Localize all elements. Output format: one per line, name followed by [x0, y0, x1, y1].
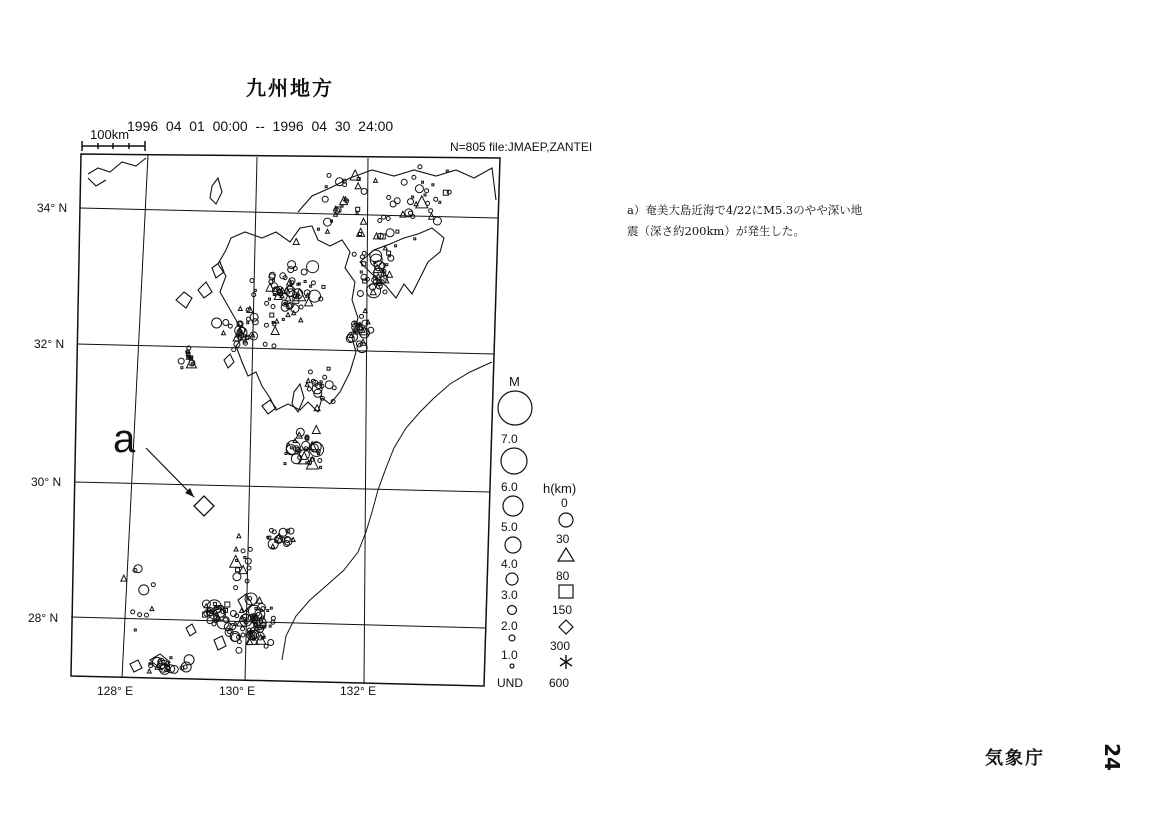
epicenter-intermediate	[291, 538, 295, 542]
epicenter-shallow	[301, 269, 307, 275]
depth-legend-title: h(km)	[543, 481, 577, 496]
epicenter-deep	[254, 289, 256, 291]
epicenter-shallow	[234, 586, 238, 590]
epicenter-shallow	[327, 173, 331, 177]
epicenter-deep	[304, 281, 306, 283]
epicenter-shallow	[241, 549, 245, 553]
mag-label-3: 3.0	[501, 588, 518, 602]
epicenter-shallow	[139, 585, 149, 595]
epicenter-intermediate	[375, 274, 381, 280]
epicenter-shallow	[386, 229, 394, 237]
epicenter-deep	[270, 313, 274, 317]
shikoku-coastline	[360, 228, 444, 298]
epicenter-shallow	[383, 290, 387, 294]
epicenter-shallow	[271, 616, 275, 620]
epicenter-deep	[285, 453, 287, 455]
epicenter-shallow	[361, 188, 367, 194]
mag-label-2: 2.0	[501, 619, 518, 633]
epicenter-deep	[386, 264, 388, 266]
epicenter-deep	[270, 607, 272, 609]
epicenter-shallow	[360, 314, 364, 318]
epicenter-deep	[236, 560, 238, 562]
mag-symbol-4	[505, 537, 521, 553]
epicenter-shallow	[263, 342, 267, 346]
epicenter-intermediate	[286, 313, 290, 317]
epicenter-deep	[412, 196, 414, 198]
epicenter-shallow	[247, 317, 251, 321]
epicenter-deep	[255, 608, 257, 610]
epicenter-shallow	[434, 197, 438, 201]
epicenter-shallow	[178, 358, 184, 364]
philippine-sea-trench	[282, 362, 492, 660]
epicenter-shallow	[433, 217, 441, 225]
epicenter-shallow	[151, 583, 155, 587]
epicenter-deep	[213, 602, 216, 605]
epicenter-shallow	[231, 633, 239, 641]
lon-label-128: 128° E	[97, 684, 134, 698]
epicenter-shallow	[250, 313, 258, 321]
epicenter-shallow	[272, 344, 276, 348]
lat-line-30	[74, 482, 490, 492]
tsushima-island	[210, 178, 222, 204]
epicenter-shallow	[286, 445, 296, 455]
epicenter-shallow	[362, 251, 366, 255]
epicenter-deep	[322, 285, 325, 288]
yakushima-tanegashima	[262, 384, 304, 414]
epicenter-shallow	[265, 301, 269, 305]
epicenters	[121, 165, 451, 675]
depth-symbol-triangle	[558, 548, 574, 561]
annotation-a-label: a	[113, 417, 136, 461]
epicenter-shallow	[394, 198, 400, 204]
epicenter-deep	[357, 178, 360, 181]
epicenter-shallow	[212, 622, 216, 626]
lat-line-28	[71, 617, 486, 628]
epicenter-shallow	[387, 196, 391, 200]
epicenter-shallow	[288, 267, 294, 273]
scale-bar	[82, 141, 145, 151]
epicenter-shallow	[332, 386, 336, 390]
map-title: 九州地方	[246, 76, 334, 100]
epicenter-intermediate	[293, 239, 299, 245]
mag-symbol-7	[498, 391, 532, 425]
epicenter-shallow	[228, 324, 232, 328]
epicenter-shallow	[425, 189, 429, 193]
epicenter-deep	[236, 568, 240, 572]
epicenter-shallow	[390, 201, 396, 207]
epicenter-intermediate	[238, 307, 242, 311]
epicenter-deep	[273, 323, 276, 326]
page-number: 24	[1099, 743, 1124, 771]
epicenter-shallow	[429, 209, 433, 213]
epicenter-deep	[439, 201, 441, 203]
epicenter-deep	[320, 381, 322, 383]
mag-label-6: 6.0	[501, 480, 518, 494]
epicenter-deep	[325, 186, 327, 188]
epicenter-deep	[170, 657, 172, 659]
magnitude-legend-title: M	[509, 374, 520, 389]
epicenter-shallow	[412, 175, 416, 179]
epicenter-shallow	[302, 441, 310, 449]
epicenter-shallow	[241, 627, 245, 631]
epicenter-deep	[244, 557, 246, 559]
epicenter-shallow	[415, 185, 423, 193]
epicenter-deep	[257, 629, 259, 631]
epicenter-shallow	[212, 318, 222, 328]
lon-label-132: 132° E	[340, 684, 377, 698]
epicenter-intermediate	[121, 575, 127, 581]
depth-legend	[543, 481, 576, 690]
depth-symbol-diamond	[559, 620, 573, 634]
featured-quake-diamond	[194, 496, 214, 516]
epicenter-deep	[290, 447, 292, 449]
epicenter-shallow	[264, 644, 268, 648]
epicenter-intermediate	[237, 534, 241, 538]
mag-label-5: 5.0	[501, 520, 518, 534]
epicenter-deep	[356, 207, 360, 211]
epicenter-intermediate	[147, 669, 151, 673]
epicenter-shallow	[311, 281, 315, 285]
epicenter-shallow	[378, 219, 382, 223]
mag-label-und: UND	[497, 676, 523, 690]
scale-label: 100km	[90, 127, 130, 142]
depth-label-30: 30	[556, 532, 570, 546]
mag-label-4: 4.0	[501, 557, 518, 571]
epicenter-shallow	[145, 613, 149, 617]
epicenter-deep	[327, 367, 330, 370]
epicenter-shallow	[323, 375, 327, 379]
epicenter-deep	[341, 205, 343, 207]
epicenter-intermediate	[150, 607, 154, 611]
epicenter-deep	[284, 463, 286, 465]
annotation-note	[627, 200, 927, 242]
epicenter-intermediate	[414, 202, 418, 206]
depth-symbol-asterisk	[560, 655, 572, 669]
epicenter-deep	[263, 625, 265, 627]
epicenter-deep	[269, 625, 271, 627]
epicenter-deep	[317, 228, 319, 230]
lat-line-32	[77, 344, 494, 354]
note-line-1: a）奄美大島近海で4/22にM5.3のやや深い地	[627, 203, 863, 217]
epicenter-intermediate	[234, 547, 238, 551]
mag-symbol-2	[508, 606, 517, 615]
epicenter-deep	[255, 624, 257, 626]
epicenter-intermediate	[312, 426, 320, 434]
epicenter-intermediate	[361, 218, 367, 224]
epicenter-deep	[269, 298, 271, 300]
mag-symbol-und	[510, 664, 514, 668]
epicenter-shallow	[271, 305, 275, 309]
goto-islands	[176, 262, 224, 308]
epicenter-shallow	[250, 279, 254, 283]
epicenter-shallow	[245, 558, 251, 564]
epicenter-deep	[360, 271, 362, 273]
mag-symbol-6	[501, 448, 527, 474]
epicenter-shallow	[230, 611, 236, 617]
epicenter-deep	[446, 170, 448, 172]
epicenter-shallow	[357, 291, 363, 297]
depth-symbol-circle	[559, 513, 573, 527]
epicenter-shallow	[401, 179, 407, 185]
epicenter-shallow	[408, 199, 414, 205]
epicenter-shallow	[426, 201, 430, 205]
epicenter-deep	[247, 322, 249, 324]
epicenter-deep	[424, 194, 426, 196]
epicenter-deep	[181, 367, 183, 369]
epicenter-intermediate	[271, 327, 279, 335]
korea-coast	[88, 158, 146, 186]
epicenter-intermediate	[374, 178, 378, 182]
coastlines	[88, 158, 496, 672]
epicenter-shallow	[307, 261, 319, 273]
lat-label-32: 32° N	[34, 337, 65, 351]
epicenter-deep	[134, 629, 136, 631]
depth-label-0: 0	[561, 496, 568, 510]
mag-symbol-1	[509, 635, 515, 641]
lon-label-130: 130° E	[219, 684, 256, 698]
epicenter-intermediate	[385, 279, 389, 283]
epicenter-deep	[273, 279, 275, 281]
count-file-label: N=805 file:JMAEP,ZANTEI	[450, 140, 593, 154]
epicenter-shallow	[131, 610, 135, 614]
depth-label-300: 300	[550, 639, 571, 653]
period-label: 1996 04 01 00:00 -- 1996 04 30 24:00	[127, 118, 394, 134]
epicenter-intermediate	[387, 271, 393, 277]
epicenter-deep	[282, 318, 284, 320]
depth-label-150: 150	[552, 603, 573, 617]
epicenter-shallow	[241, 633, 245, 637]
mag-label-1: 1.0	[501, 648, 518, 662]
lat-label-28: 28° N	[28, 611, 59, 625]
epicenter-shallow	[308, 370, 312, 374]
annotation-arrow	[146, 448, 194, 497]
epicenter-intermediate	[299, 318, 303, 322]
epicenter-shallow	[322, 196, 328, 202]
epicenter-shallow	[223, 320, 229, 326]
epicenter-intermediate	[222, 331, 226, 335]
note-line-2: 震（深さ約200km）が発生した。	[627, 224, 805, 238]
depth-symbol-square	[559, 585, 573, 598]
epicenter-intermediate	[305, 298, 313, 306]
epicenter-shallow	[309, 290, 321, 302]
epicenter-deep	[422, 181, 424, 183]
epicenter-intermediate	[355, 183, 361, 189]
map-frame	[71, 154, 500, 686]
magnitude-legend	[497, 374, 532, 690]
epicenter-intermediate	[326, 229, 330, 233]
kyushu-coastline	[218, 226, 358, 412]
epicenter-shallow	[352, 252, 356, 256]
epicenter-deep	[356, 212, 358, 214]
epicenter-intermediate	[271, 544, 275, 548]
mag-symbol-3	[506, 573, 518, 585]
lat-label-34: 34° N	[37, 201, 68, 215]
epicenter-deep	[432, 184, 434, 186]
epicenter-deep	[320, 466, 322, 468]
epicenter-shallow	[268, 640, 274, 646]
epicenter-deep	[191, 363, 193, 365]
epicenter-deep	[396, 230, 399, 233]
epicenter-shallow	[418, 165, 422, 169]
epicenter-deep	[395, 245, 397, 247]
epicenter-shallow	[138, 613, 142, 617]
epicenter-shallow	[299, 305, 303, 309]
depth-label-600: 600	[549, 676, 570, 690]
epicenter-shallow	[248, 547, 252, 551]
mag-label-7: 7.0	[501, 432, 518, 446]
lat-line-34	[80, 208, 498, 218]
epicenter-shallow	[236, 647, 242, 653]
depth-label-80: 80	[556, 569, 570, 583]
epicenter-shallow	[307, 387, 311, 391]
koshiki-islands	[224, 354, 234, 368]
mag-symbol-5	[503, 496, 523, 516]
epicenter-deep	[310, 285, 312, 287]
agency-name: 気象庁	[985, 748, 1045, 769]
epicenter-deep	[225, 602, 230, 607]
epicenter-shallow	[386, 217, 390, 221]
epicenter-shallow	[318, 459, 322, 463]
lat-label-30: 30° N	[31, 475, 62, 489]
epicenter-deep	[414, 238, 416, 240]
epicenter-shallow	[264, 323, 268, 327]
epicenter-deep	[267, 610, 269, 612]
